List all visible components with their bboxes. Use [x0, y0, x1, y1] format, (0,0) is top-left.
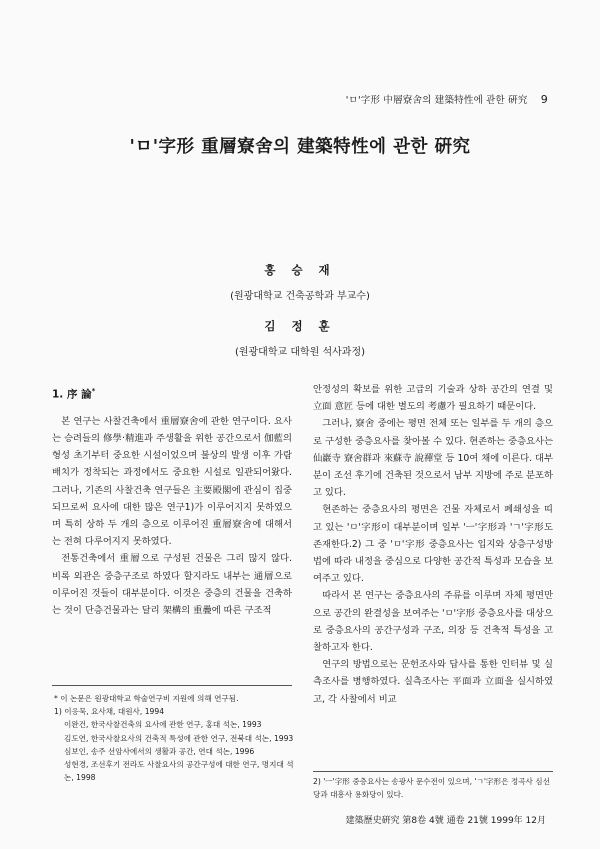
paragraph: 안정성의 확보를 위한 고급의 기술과 상하 공간의 연결 및 立面 意匠 등에 대한 별도의 考慮가 필요하기 때문이다.	[313, 384, 553, 413]
footnote: 이완건, 한국사찰건축의 요사에 관한 연구, 홍대 석논, 1993	[64, 720, 262, 730]
page-number: 9	[540, 93, 548, 106]
section-heading-text: 1. 序 論	[52, 388, 92, 401]
footnote: 성현경, 조선후기 전라도 사찰요사의 공간구성에 대한 연구, 명지대 석논, 1998	[64, 760, 294, 783]
author-block-1	[0, 262, 600, 302]
journal-footer: 建築歷史硏究 第8卷 4號 通卷 21號 1999年 12月	[345, 816, 546, 826]
section-heading	[52, 383, 292, 404]
author-name: 홍 승 재	[264, 263, 336, 277]
footnote: 1) 이응묵, 요사채, 대원사, 1994	[54, 707, 165, 717]
footnote-divider	[313, 771, 553, 772]
body-column-left	[52, 383, 292, 619]
footnote: * 이 논문은 원광대학교 학술연구비 지원에 의해 연구됨.	[54, 694, 239, 703]
paragraph: 연구의 방법으로는 문헌조사와 답사를 통한 인터뷰 및 실측조사를 병행하였다. 실측조사는 平面과 立面을 실시하였고, 각 사찰에서 비교	[313, 659, 553, 705]
author-name: 김 정 훈	[264, 319, 336, 333]
running-head	[346, 92, 548, 106]
footnotes-left	[54, 692, 294, 784]
paper-title: 'ㅁ'字形 重層寮舍의 建築特性에 관한 硏究	[129, 137, 471, 157]
footnote: 2) 'ㅡ'字形 중층요사는 송광사 문수전이 있으며, 'ㄱ'字形은 정곡사 심선당과 대흥사 용화당이 있다.	[313, 777, 550, 800]
footnotes-right	[313, 775, 553, 801]
section-footnote-mark: *	[91, 387, 96, 395]
paragraph: 본 연구는 사찰건축에서 重層寮舍에 관한 연구이다. 요사는 승려들의 修學·精進과 주생활을 위한 공간으로서 伽藍의 형성 초기부터 중요한 시설이었으며 불상의 발생 이후 가람배치가 정착되는 과정에서도 중요한 시설로 일관되어왔다. 그러나, 기존의 사찰건축 연구들은 主要殿閣에 관심이 집중되므로써 요사에 대한 많은 연구1)가 이루어지지 못하였으며 특히 상하 두 개의 층으로 이루어진 重層寮舍에 대해서는 전혀 다루어지지 못하였다.	[52, 415, 292, 548]
body-column-right	[313, 381, 553, 708]
paragraph: 그러나, 寮舍 중에는 평면 전체 또는 일부를 두 개의 층으로 구성한 중층요사를 찾아볼 수 있다. 현존하는 중층요사는 仙巖寺 寮舍群과 來蘇寺 說禪堂 등 10여 채에 이른다. 대부분이 조선 후기에 건축된 것으로서 남부 지방에 주로 분포하고 있다.	[313, 418, 553, 499]
paragraph: 현존하는 중층요사의 평면은 건물 자체로서 폐쇄성을 띠고 있는 'ㅁ'字形이 대부분이며 일부 'ㅡ'字形과 'ㄱ'字形도 존재한다.2) 그 중 'ㅁ'字形 중층요사는 입지와 상층구성방법에 따라 내정을 중심으로 다양한 공간적 특성과 모습을 보여주고 있다.	[313, 504, 553, 585]
footnote: 김도연, 한국사찰요사의 건축적 특성에 관한 연구, 전북대 석논, 1993	[64, 733, 294, 743]
author-block-2	[0, 318, 600, 358]
running-head-title: 'ㅁ'字形 中層寮舍의 建築特性에 관한 硏究	[345, 95, 528, 106]
footnote: 심보인, 송주 선암사에서의 생활과 공간, 연대 석논, 1996	[64, 746, 255, 756]
author-affiliation: (원광대학교 대학원 석사과정)	[234, 347, 366, 358]
footnote-divider	[52, 685, 292, 686]
paragraph: 전통건축에서 重層으로 구성된 건물은 그리 많지 않다. 비록 외관은 중층구조로 하였다 할지라도 내부는 通層으로 이루어진 것들이 대부분이다. 이것은 중층의 건물을 건축하는 것이 단층건물과는 달리 架構의 重疊에 따른 구조적	[52, 553, 292, 616]
paragraph: 따라서 본 연구는 중층요사의 주류를 이루며 자체 평면만으로 공간의 완결성을 보여주는 'ㅁ'字形 중층요사를 대상으로 중층요사의 공간구성과 구조, 의장 등 건축적 특성을 고찰하고자 한다.	[313, 590, 553, 654]
author-affiliation: (원광대학교 건축공학과 부교수)	[230, 291, 370, 302]
